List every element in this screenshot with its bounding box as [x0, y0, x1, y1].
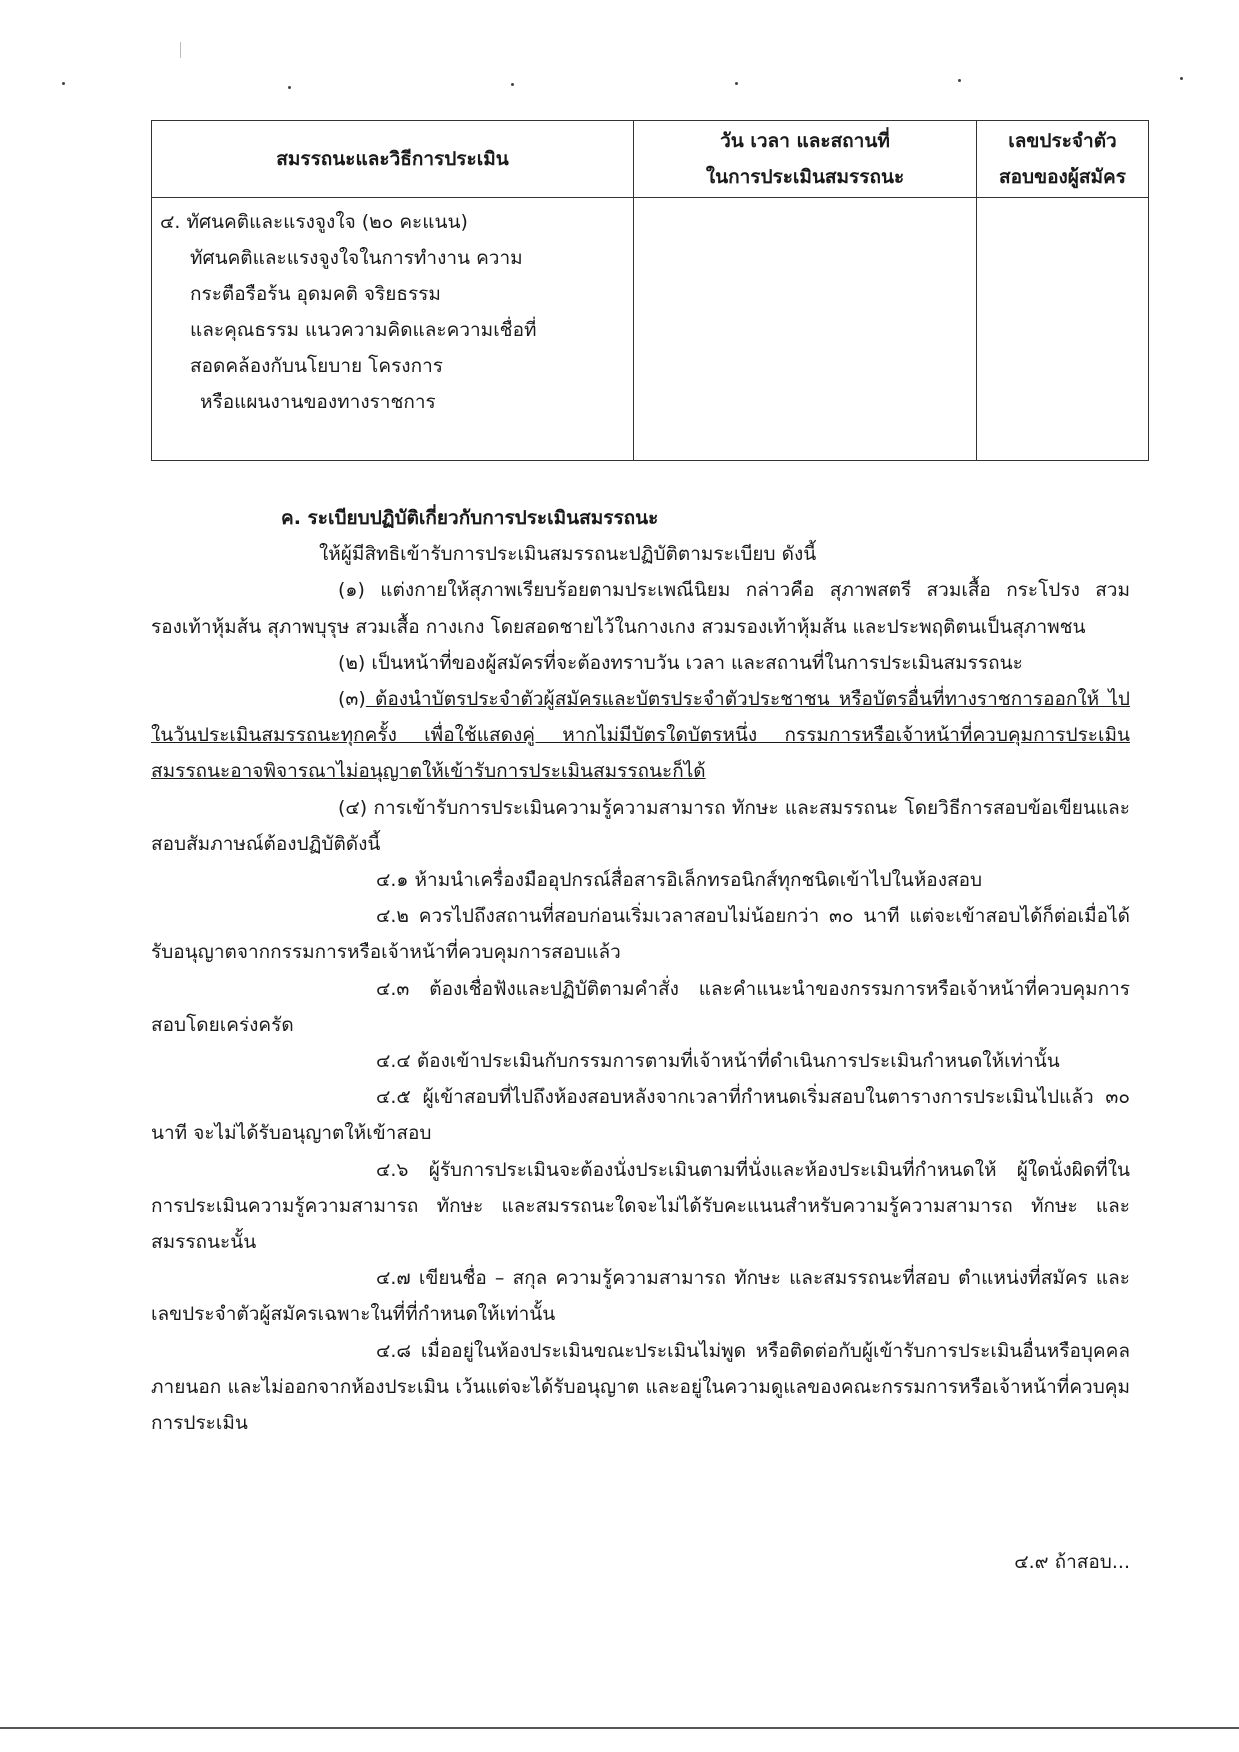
rule-4-6: ๔.๖ ผู้รับการประเมินจะต้องนั่งประเมินตามที่นั่งและห้องประเมินที่กำหนดให้ ผู้ใดนั่งผิดที่ในการประเมินความรู้ความสามารถ ทักษะ และสมรรถนะใดจะไม่ได้รับคะแนนสำหรับความรู้ความสามารถ ทักษะ และสมรรถนะนั้น — [151, 1158, 1130, 1254]
header-date-place: วัน เวลา และสถานที่ ในการประเมินสมรรถนะ — [634, 121, 977, 198]
cell-date-place — [634, 198, 977, 461]
rule-4-7: ๔.๗ เขียนชื่อ – สกุล ความรู้ความสามารถ ทักษะ และสมรรถนะที่สอบ ตำแหน่งที่สมัคร และเลขประจำตัวผู้สมัครเฉพาะในที่ที่กำหนดให้เท่านั้น — [151, 1267, 1130, 1326]
section-heading: ค. ระเบียบปฏิบัติเกี่ยวกับการประเมินสมรรถนะ — [281, 507, 659, 529]
cell-competency-item — [152, 198, 634, 461]
scan-dot — [288, 86, 291, 89]
rule-3 — [151, 681, 1130, 790]
header-competency: สมรรถนะและวิธีการประเมิน — [152, 121, 634, 198]
rule-3-number: (๓) — [338, 688, 366, 711]
continuation-note: ๔.๙ ถ้าสอบ... — [1014, 1551, 1130, 1573]
item-line: สอดคล้องกับนโยบาย โครงการ — [190, 355, 443, 377]
rule-4-8: ๔.๘ เมื่ออยู่ในห้องประเมินขณะประเมินไม่พูด หรือติดต่อกับผู้เข้ารับการประเมินอื่นหรือบุคคลภายนอก และไม่ออกจากห้องประเมิน เว้นแต่จะได้รับอนุญาต และอยู่ในความดูแลของคณะกรรมการหรือเจ้าหน้าที่ควบคุมการประเมิน — [151, 1339, 1130, 1435]
table-row — [152, 198, 1149, 461]
table-header-row — [152, 121, 1149, 198]
header-applicant-id: เลขประจำตัว สอบของผู้สมัคร — [977, 121, 1149, 198]
item-line: ทัศนคติและแรงจูงใจในการทำงาน ความ — [190, 247, 523, 269]
regulations-section — [151, 500, 1130, 1441]
scan-dot — [511, 83, 514, 86]
rule-4-3: ๔.๓ ต้องเชื่อฟังและปฏิบัติตามคำสั่ง และคำแนะนำของกรรมการหรือเจ้าหน้าที่ควบคุมการสอบโดยเคร่งครัด — [151, 977, 1130, 1036]
rule-2: (๒) เป็นหน้าที่ของผู้สมัครที่จะต้องทราบวัน เวลา และสถานที่ในการประเมินสมรรถนะ — [338, 651, 1023, 674]
page-bottom-rule — [0, 1727, 1239, 1729]
cell-applicant-id — [977, 198, 1149, 461]
section-intro: ให้ผู้มีสิทธิเข้ารับการประเมินสมรรถนะปฏิบัติตามระเบียบ ดังนี้ — [319, 543, 817, 566]
rule-4-1: ๔.๑ ห้ามนำเครื่องมืออุปกรณ์สื่อสารอิเล็กทรอนิกส์ทุกชนิดเข้าไปในห้องสอบ — [376, 869, 983, 892]
item-line: กระตือรือร้น อุดมคติ จริยธรรม — [190, 283, 441, 305]
rule-4: (๔) การเข้ารับการประเมินความรู้ความสามารถ ทักษะ และสมรรถนะ โดยวิธีการสอบข้อเขียนและสอบสัมภาษณ์ต้องปฏิบัติดังนี้ — [151, 796, 1130, 855]
scan-dot — [735, 82, 738, 85]
item-title: ๔. ทัศนคติและแรงจูงใจ (๒๐ คะแนน) — [160, 211, 468, 233]
item-line: และคุณธรรม แนวความคิดและความเชื่อที่ — [190, 319, 537, 341]
scan-mark — [180, 42, 181, 58]
competency-table — [151, 120, 1149, 461]
rule-4-2: ๔.๒ ควรไปถึงสถานที่สอบก่อนเริ่มเวลาสอบไม่น้อยกว่า ๓๐ นาที แต่จะเข้าสอบได้ก็ต่อเมื่อได้รับอนุญาตจากกรรมการหรือเจ้าหน้าที่ควบคุมการสอบแล้ว — [151, 905, 1130, 964]
scan-dot — [958, 79, 961, 82]
rule-4-5: ๔.๕ ผู้เข้าสอบที่ไปถึงห้องสอบหลังจากเวลาที่กำหนดเริ่มสอบในตารางการประเมินไปแล้ว ๓๐ นาที จะไม่ได้รับอนุญาตให้เข้าสอบ — [151, 1086, 1130, 1145]
scan-dot — [1180, 77, 1183, 80]
rule-3-text: ต้องนำบัตรประจำตัวผู้สมัครและบัตรประจำตัวประชาชน หรือบัตรอื่นที่ทางราชการออกให้ ไปในวันประเมินสมรรถนะทุกครั้ง เพื่อใช้แสดงคู่ หากไม่มีบัตรใดบัตรหนึ่ง กรรมการหรือเจ้าหน้าที่ควบคุมการประเมินสมรรถนะอาจพิจารณาไม่อนุญาตให้เข้ารับการประเมินสมรรถนะก็ได้ — [151, 688, 1130, 783]
rule-1: (๑) แต่งกายให้สุภาพเรียบร้อยตามประเพณีนิยม กล่าวคือ สุภาพสตรี สวมเสื้อ กระโปรง สวมรองเท้าหุ้มส้น สุภาพบุรุษ สวมเสื้อ กางเกง โดยสอดชายไว้ในกางเกง สวมรองเท้าหุ้มส้น และประพฤติตนเป็นสุภาพชน — [151, 579, 1130, 638]
rule-4-4: ๔.๔ ต้องเข้าประเมินกับกรรมการตามที่เจ้าหน้าที่ดำเนินการประเมินกำหนดให้เท่านั้น — [376, 1050, 1060, 1073]
scan-dot — [62, 82, 65, 85]
item-line: หรือแผนงานของทางราชการ — [200, 391, 436, 413]
